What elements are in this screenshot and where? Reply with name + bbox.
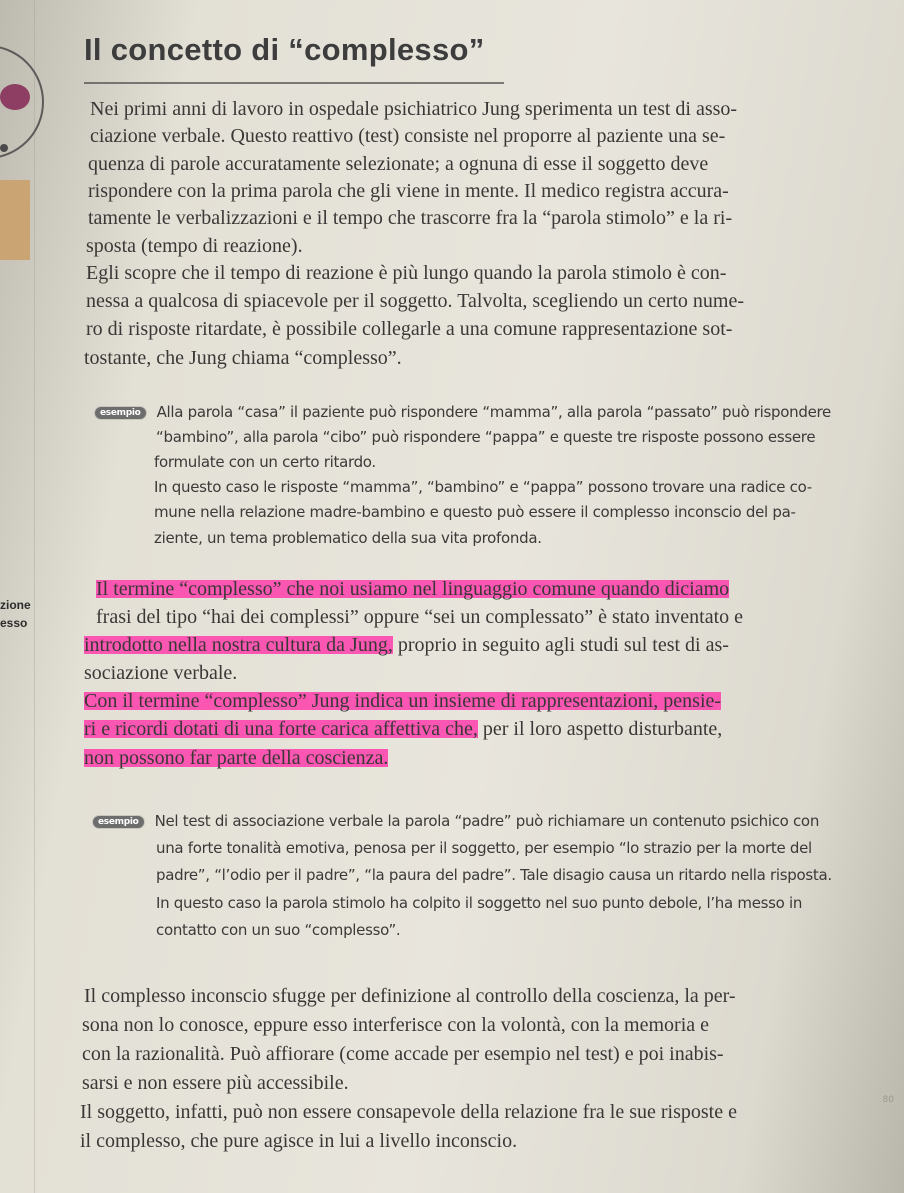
highlighted-text: Il termine “complesso” che noi usiamo nel linguaggio comune quando diciamo (96, 578, 730, 600)
intro-line: ro di risposte ritardate, è possibile collegarle a una comune rappresentazione sot- (86, 318, 733, 340)
example-1-line (94, 403, 831, 421)
example-1-line: mune nella relazione madre-bambino e questo può essere il complesso inconscio del pa- (154, 503, 796, 521)
example-1-text: Alla parola “casa” il paziente può rispondere “mamma”, alla parola “passato” può rispondere (156, 403, 831, 421)
example-2-line: padre”, “l’odio per il padre”, “la paura del padre”. Tale disagio causa un ritardo nella risposta. (156, 866, 832, 884)
example-1-line: formulate con un certo ritardo. (154, 453, 376, 471)
example-1-line: ziente, un tema problematico della sua vita profonda. (154, 529, 542, 547)
example-badge: esempio (94, 406, 147, 420)
definition-line (96, 578, 729, 601)
example-2-line: contatto con un suo “complesso”. (156, 921, 401, 939)
definition-line (84, 690, 721, 713)
example-1-line: In questo caso le risposte “mamma”, “bambino” e “pappa” possono trovare una radice co- (154, 478, 812, 496)
intro-line: tostante, che Jung chiama “complesso”. (84, 347, 402, 369)
definition-line (84, 634, 729, 657)
margin-line (34, 0, 35, 1193)
conclusion-line: con la razionalità. Può affiorare (come accade per esempio nel test) e poi inabis- (82, 1043, 724, 1065)
intro-line: sposta (tempo di reazione). (86, 235, 303, 257)
intro-line: nessa a qualcosa di spiacevole per il soggetto. Talvolta, scegliendo un certo nume- (86, 290, 745, 312)
intro-line: ciazione verbale. Questo reattivo (test) consiste nel proporre al paziente una se- (90, 125, 726, 147)
conclusion-line: Il soggetto, infatti, può non essere consapevole della relazione fra le sue risposte e (80, 1101, 737, 1123)
definition-line (84, 718, 722, 741)
page-title: Il concetto di “complesso” (84, 32, 485, 67)
conclusion-line: sarsi e non essere più accessibile. (82, 1072, 349, 1094)
definition-line (84, 747, 388, 770)
highlighted-text: Con il termine “complesso” Jung indica un insieme di rappresentazioni, pensie- (84, 690, 722, 712)
definition-line (96, 606, 743, 629)
highlighted-text: introdotto nella nostra cultura da Jung, (84, 634, 393, 656)
conclusion-line: Il complesso inconscio sfugge per definizione al controllo della coscienza, la per- (84, 985, 736, 1007)
bullet-dot-small (0, 144, 8, 152)
conclusion-line: il complesso, che pure agisce in lui a livello inconscio. (80, 1130, 518, 1152)
intro-line: Nei primi anni di lavoro in ospedale psichiatrico Jung sperimenta un test di asso- (90, 98, 738, 120)
definition-text: proprio in seguito agli studi sul test di as- (392, 634, 729, 656)
title-underline (84, 82, 504, 84)
intro-line: tamente le verbalizzazioni e il tempo che trascorre fra la “parola stimolo” e la ri- (88, 207, 733, 229)
intro-line: quenza di parole accuratamente selezionate; a ognuna di esse il soggetto deve (88, 153, 709, 175)
margin-label: esso (0, 616, 28, 630)
margin-label: zione (0, 598, 31, 612)
example-2-line: una forte tonalità emotiva, penosa per il soggetto, per esempio “lo strazio per la morte del (156, 839, 812, 857)
example-2-text: Nel test di associazione verbale la parola “padre” può richiamare un contenuto psichico con (154, 812, 820, 830)
highlighted-text: ri e ricordi dotati di una forte carica affettiva che, (84, 718, 478, 740)
page-number: 80 (882, 1095, 894, 1105)
bullet-dot-purple (0, 84, 30, 110)
example-2-line: In questo caso la parola stimolo ha colpito il soggetto nel suo punto debole, l’ha messo in (156, 894, 803, 912)
highlighted-text: non possono far parte della coscienza. (84, 747, 389, 769)
conclusion-line: sona non lo conosce, eppure esso interferisce con la volontà, con la memoria e (82, 1014, 710, 1036)
definition-text: frasi del tipo “hai dei complessi” oppure “sei un complessato” è stato inventato e (96, 606, 744, 628)
intro-line: Egli scopre che il tempo di reazione è più lungo quando la parola stimolo è con- (86, 262, 727, 284)
example-2-line (92, 812, 819, 830)
example-1-line: “bambino”, alla parola “cibo” può rispondere “pappa” e queste tre risposte possono essere (156, 428, 816, 446)
intro-line: rispondere con la prima parola che gli viene in mente. Il medico registra accura- (88, 180, 729, 202)
margin-tab (0, 180, 30, 260)
definition-line: sociazione verbale. (84, 662, 238, 684)
definition-text: per il loro aspetto disturbante, (477, 718, 723, 740)
example-badge: esempio (92, 815, 145, 829)
